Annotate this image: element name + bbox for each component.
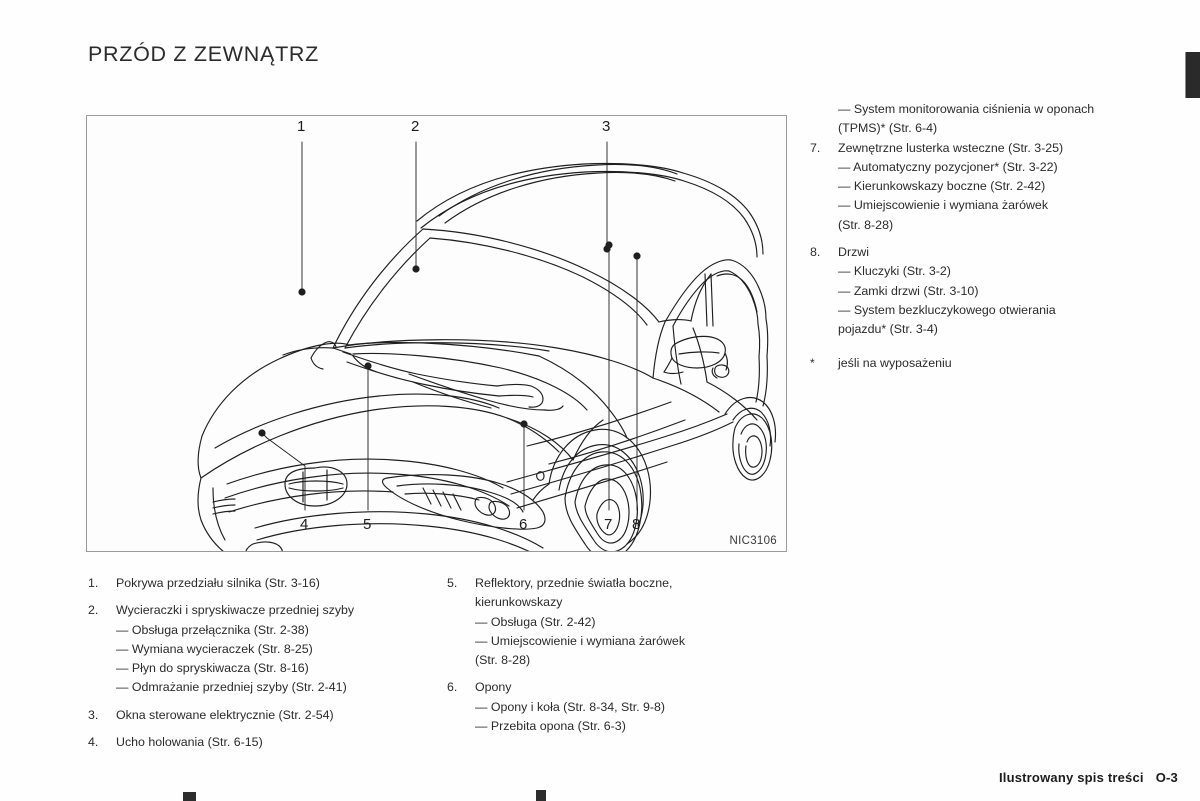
list-item-label: Okna sterowane elektrycznie (Str. 2-54): [116, 707, 334, 722]
list-subitem: — Przebita opona (Str. 6-3): [475, 719, 626, 734]
car-front-exterior-diagram: [87, 116, 786, 551]
footer-page-number: O-3: [1155, 770, 1178, 785]
page-edge-tab-marker: [1185, 52, 1200, 98]
list-item: [88, 574, 433, 593]
illustration-code-label: NIC3106: [729, 535, 777, 547]
registration-mark-left: [183, 792, 196, 801]
list-item-label: Reflektory, przednie światła boczne,: [475, 576, 673, 590]
list-subitem: — Automatyczny pozycjoner* (Str. 3-22): [838, 159, 1058, 174]
list-item-number: 3.: [88, 707, 99, 722]
callout-number-6: 6: [519, 516, 528, 533]
list-item-label: Ucho holowania (Str. 6-15): [116, 735, 263, 750]
callout-dot-8: [633, 252, 640, 259]
list-item-label: Zewnętrzne lusterka wsteczne (Str. 3-25): [838, 140, 1064, 155]
list-subitem: — Umiejscowienie i wymiana żarówek: [838, 198, 1049, 213]
list-subitem: — Kierunkowskazy boczne (Str. 2-42): [838, 179, 1046, 194]
list-subitem: — Obsługa (Str. 2-42): [475, 614, 596, 629]
callout-dot-5: [364, 362, 371, 369]
list-item-number: 7.: [810, 140, 821, 155]
list-item-label: Pokrywa przedziału silnika (Str. 3-16): [116, 576, 320, 590]
list-item-number: 1.: [88, 576, 99, 590]
callout-number-2: 2: [411, 118, 420, 135]
list-subitem: — Płyn do spryskiwacza (Str. 8-16): [116, 661, 309, 676]
callout-number-4: 4: [300, 516, 309, 533]
list-subitem: — System monitorowania ciśnienia w oponach: [838, 102, 1095, 116]
list-item: [810, 243, 1165, 339]
list-item-label: Wycieraczki i spryskiwacze przedniej szyby: [116, 603, 355, 618]
list-item-number: 2.: [88, 603, 99, 618]
page-title: PRZÓD Z ZEWNĄTRZ: [88, 42, 319, 67]
list-item: [447, 678, 777, 736]
list-subitem-continuation: (Str. 8-28): [475, 653, 531, 668]
footnote: [810, 354, 1165, 373]
list-item: [88, 706, 433, 725]
list-subitem: — Odmrażanie przedniej szyby (Str. 2-41): [116, 680, 347, 695]
list-item: [88, 733, 433, 752]
list-subitem: — Kluczyki (Str. 3-2): [838, 264, 951, 279]
callout-dot-7: [605, 241, 612, 248]
list-item-number: 8.: [810, 245, 821, 260]
list-item: [88, 601, 433, 697]
callout-number-1: 1: [297, 118, 306, 135]
callout-number-7: 7: [604, 516, 613, 533]
footnote-asterisk: *: [810, 355, 815, 370]
callout-number-3: 3: [602, 118, 611, 135]
callout-dot-1: [298, 288, 305, 295]
reference-list-column-left: [88, 574, 433, 752]
list-subitem: — Obsługa przełącznika (Str. 2-38): [116, 622, 309, 637]
list-subitem: — Umiejscowienie i wymiana żarówek: [475, 633, 686, 648]
list-item-continuation: [838, 100, 1165, 139]
list-subitem: — Wymiana wycieraczek (Str. 8-25): [116, 641, 313, 656]
registration-mark-center: [536, 790, 546, 801]
list-item: [447, 574, 777, 670]
list-subitem: — Opony i koła (Str. 8-34, Str. 9-8): [475, 699, 666, 714]
footer-section-title: Ilustrowany spis treści: [998, 770, 1144, 785]
list-item-number: 5.: [447, 576, 458, 590]
list-subitem: — Zamki drzwi (Str. 3-10): [838, 283, 979, 298]
illustration-frame: [86, 115, 787, 552]
page-footer: [999, 770, 1178, 785]
callout-number-8: 8: [632, 516, 641, 533]
list-item-label-line2: kierunkowskazy: [475, 595, 563, 610]
list-item-number: 4.: [88, 735, 99, 750]
list-subitem-continuation: pojazdu* (Str. 3-4): [838, 322, 938, 337]
list-item: [810, 139, 1165, 235]
reference-list-column-middle: [447, 574, 777, 736]
footnote-text: jeśli na wyposażeniu: [838, 355, 952, 370]
callout-number-5: 5: [363, 516, 372, 533]
list-item-number: 6.: [447, 680, 458, 695]
list-subitem-continuation: (Str. 8-28): [838, 217, 894, 232]
list-item-label: Opony: [475, 680, 512, 695]
list-item-label: Drzwi: [838, 245, 869, 260]
list-subitem-continuation: (TPMS)* (Str. 6-4): [838, 121, 938, 136]
reference-list-column-right: [810, 100, 1165, 373]
list-subitem: — System bezkluczykowego otwierania: [838, 302, 1056, 317]
callout-dot-6: [520, 420, 527, 427]
callout-dot-2: [412, 265, 419, 272]
callout-dot-4: [258, 429, 265, 436]
